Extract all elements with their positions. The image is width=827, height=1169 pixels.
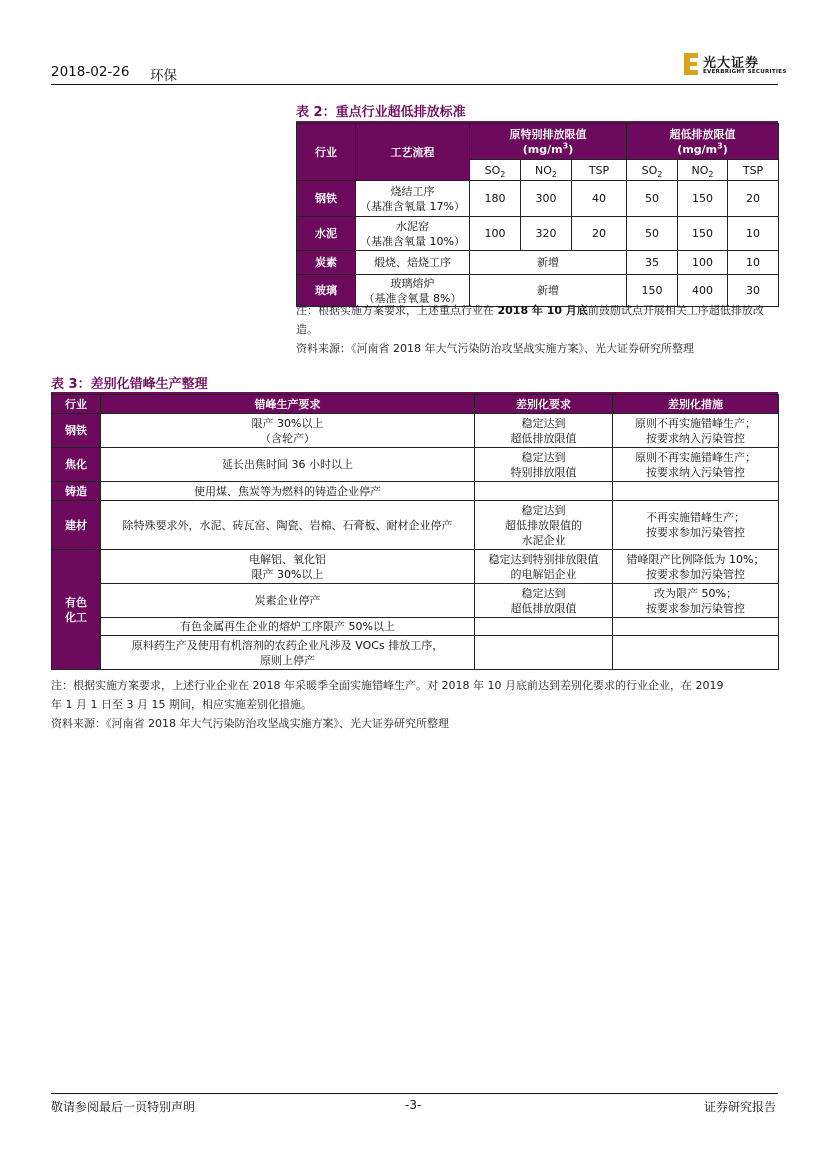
cell-so2-new: 35 bbox=[627, 251, 678, 275]
cell-no2-new: 400 bbox=[678, 275, 728, 307]
cell-diff-measure: 原则不再实施错峰生产； 按要求纳入污染管控 bbox=[613, 414, 779, 448]
cell-diff-measure: 改为限产 50%； 按要求参加污染管控 bbox=[613, 584, 779, 618]
cell-no2-old: 320 bbox=[521, 217, 572, 251]
table2-note: 注：根据实施方案要求，上述重点行业在 2018 年 10 月底前鼓励试点开展相关工序超低排放改造。 bbox=[296, 304, 764, 336]
cell-diff-req bbox=[475, 636, 613, 670]
report-date: 2018-02-26 bbox=[51, 64, 130, 80]
table-row bbox=[52, 636, 779, 670]
table-row bbox=[52, 448, 779, 482]
table2-header-no2-old: $NO_2$ bbox=[521, 160, 572, 181]
table2 bbox=[296, 123, 779, 307]
cell-diff-measure bbox=[613, 482, 779, 501]
table-row bbox=[297, 217, 779, 251]
cell-no2-old: 300 bbox=[521, 181, 572, 217]
cell-diff-req: 稳定达到 超低排放限值 bbox=[475, 414, 613, 448]
cell-diff-measure bbox=[613, 618, 779, 636]
cell-so2-new: 150 bbox=[627, 275, 678, 307]
cell-requirement: 有色金属再生企业的熔炉工序限产 50%以上 bbox=[101, 618, 475, 636]
table2-header-tsp-old: TSP bbox=[572, 160, 627, 181]
page-number: -3- bbox=[405, 1098, 422, 1112]
row-industry: 建材 bbox=[52, 501, 101, 550]
company-logo bbox=[684, 53, 787, 77]
row-process: 煅烧、焙烧工序 bbox=[356, 251, 470, 275]
table-row bbox=[52, 482, 779, 501]
table2-header-tsp-new: TSP bbox=[728, 160, 779, 181]
report-sector: 环保 bbox=[150, 68, 177, 84]
cell-so2-new: 50 bbox=[627, 181, 678, 217]
row-process: 烧结工序 （基准含氧量 17%） bbox=[356, 181, 470, 217]
cell-so2-new: 50 bbox=[627, 217, 678, 251]
logo-mark-icon bbox=[684, 53, 698, 75]
table-row bbox=[52, 414, 779, 448]
cell-tsp-old: 20 bbox=[572, 217, 627, 251]
cell-tsp-new: 30 bbox=[728, 275, 779, 307]
table2-caption: 表 2：重点行业超低排放标准 bbox=[296, 105, 466, 120]
row-industry: 水泥 bbox=[297, 217, 356, 251]
table2-header-industry: 行业 bbox=[297, 124, 356, 181]
cell-diff-req: 稳定达到 超低排放限值 bbox=[475, 584, 613, 618]
cell-requirement: 使用煤、焦炭等为燃料的铸造企业停产 bbox=[101, 482, 475, 501]
table-row bbox=[52, 550, 779, 584]
cell-diff-req: 稳定达到 特别排放限值 bbox=[475, 448, 613, 482]
row-industry: 焦化 bbox=[52, 448, 101, 482]
table-row bbox=[297, 181, 779, 217]
table3-header-requirement: 错峰生产要求 bbox=[101, 395, 475, 414]
footer-report-type: 证券研究报告 bbox=[704, 1100, 777, 1114]
cell-diff-req: 稳定达到 超低排放限值的 水泥企业 bbox=[475, 501, 613, 550]
logo-name-cn: 光大证券 bbox=[703, 56, 760, 71]
row-industry: 钢铁 bbox=[297, 181, 356, 217]
table-row bbox=[52, 584, 779, 618]
table2-header-so2-new: $SO_2$ bbox=[627, 160, 678, 181]
table2-header-ultra-low-limit: 超低排放限值 $(mg/m^3)$ bbox=[627, 124, 779, 160]
row-industry: 炭素 bbox=[297, 251, 356, 275]
cell-requirement: 原料药生产及使用有机溶剂的农药企业凡涉及 VOCs 排放工序， 原则上停产 bbox=[101, 636, 475, 670]
table2-header-no2-new: $NO_2$ bbox=[678, 160, 728, 181]
cell-requirement: 限产 30%以上 （含轮产） bbox=[101, 414, 475, 448]
cell-old-merged: 新增 bbox=[470, 275, 627, 307]
row-industry: 有色 化工 bbox=[52, 550, 101, 670]
cell-diff-req: 稳定达到特别排放限值 的电解铝企业 bbox=[475, 550, 613, 584]
table3 bbox=[51, 394, 779, 670]
row-process: 水泥窑 （基准含氧量 10%） bbox=[356, 217, 470, 251]
cell-diff-measure: 原则不再实施错峰生产； 按要求纳入污染管控 bbox=[613, 448, 779, 482]
table2-header-old-limit: 原特别排放限值 $(mg/m^3)$ bbox=[470, 124, 627, 160]
row-process: 玻璃熔炉 （基准含氧量 8%） bbox=[356, 275, 470, 307]
table-row bbox=[52, 501, 779, 550]
logo-name-en: EVERBRIGHT SECURITIES bbox=[703, 69, 787, 75]
cell-diff-measure: 不再实施错峰生产； 按要求参加污染管控 bbox=[613, 501, 779, 550]
cell-requirement: 除特殊要求外，水泥、砖瓦窑、陶瓷、岩棉、石膏板、耐材企业停产 bbox=[101, 501, 475, 550]
header-rule bbox=[51, 84, 778, 85]
table3-note: 注：根据实施方案要求，上述行业企业在 2018 年采暖季全面实施错峰生产。对 2018 年 10 月底前达到差别化要求的行业企业，在 2019 年 1 月 1 日至 3 月 15 期间，相应实施差别化措施。 bbox=[51, 679, 724, 711]
table-row bbox=[52, 618, 779, 636]
table3-header-industry: 行业 bbox=[52, 395, 101, 414]
table3-header-diff-req: 差别化要求 bbox=[475, 395, 613, 414]
footer-disclaimer: 敬请参阅最后一页特别声明 bbox=[51, 1100, 196, 1114]
table-row bbox=[297, 251, 779, 275]
cell-tsp-new: 20 bbox=[728, 181, 779, 217]
cell-requirement: 延长出焦时间 36 小时以上 bbox=[101, 448, 475, 482]
cell-no2-new: 150 bbox=[678, 217, 728, 251]
cell-requirement: 电解铝、氧化铝 限产 30%以上 bbox=[101, 550, 475, 584]
row-industry: 玻璃 bbox=[297, 275, 356, 307]
table2-header-process: 工艺流程 bbox=[356, 124, 470, 181]
cell-old-merged: 新增 bbox=[470, 251, 627, 275]
table3-header-diff-measure: 差别化措施 bbox=[613, 395, 779, 414]
table2-header-so2-old: $SO_2$ bbox=[470, 160, 521, 181]
table3-source: 资料来源：《河南省 2018 年大气污染防治攻坚战实施方案》、光大证券研究所整理 bbox=[51, 717, 449, 730]
cell-requirement: 炭素企业停产 bbox=[101, 584, 475, 618]
footer-rule bbox=[51, 1093, 778, 1094]
cell-diff-req bbox=[475, 482, 613, 501]
row-industry: 钢铁 bbox=[52, 414, 101, 448]
table2-source: 资料来源：《河南省 2018 年大气污染防治攻坚战实施方案》、光大证券研究所整理 bbox=[296, 342, 694, 355]
cell-diff-measure bbox=[613, 636, 779, 670]
cell-diff-req bbox=[475, 618, 613, 636]
cell-no2-new: 150 bbox=[678, 181, 728, 217]
cell-tsp-old: 40 bbox=[572, 181, 627, 217]
table3-caption: 表 3：差别化错峰生产整理 bbox=[51, 377, 208, 392]
cell-tsp-new: 10 bbox=[728, 251, 779, 275]
cell-so2-old: 100 bbox=[470, 217, 521, 251]
row-industry: 铸造 bbox=[52, 482, 101, 501]
cell-so2-old: 180 bbox=[470, 181, 521, 217]
cell-no2-new: 100 bbox=[678, 251, 728, 275]
cell-tsp-new: 10 bbox=[728, 217, 779, 251]
cell-diff-measure: 错峰限产比例降低为 10%； 按要求参加污染管控 bbox=[613, 550, 779, 584]
